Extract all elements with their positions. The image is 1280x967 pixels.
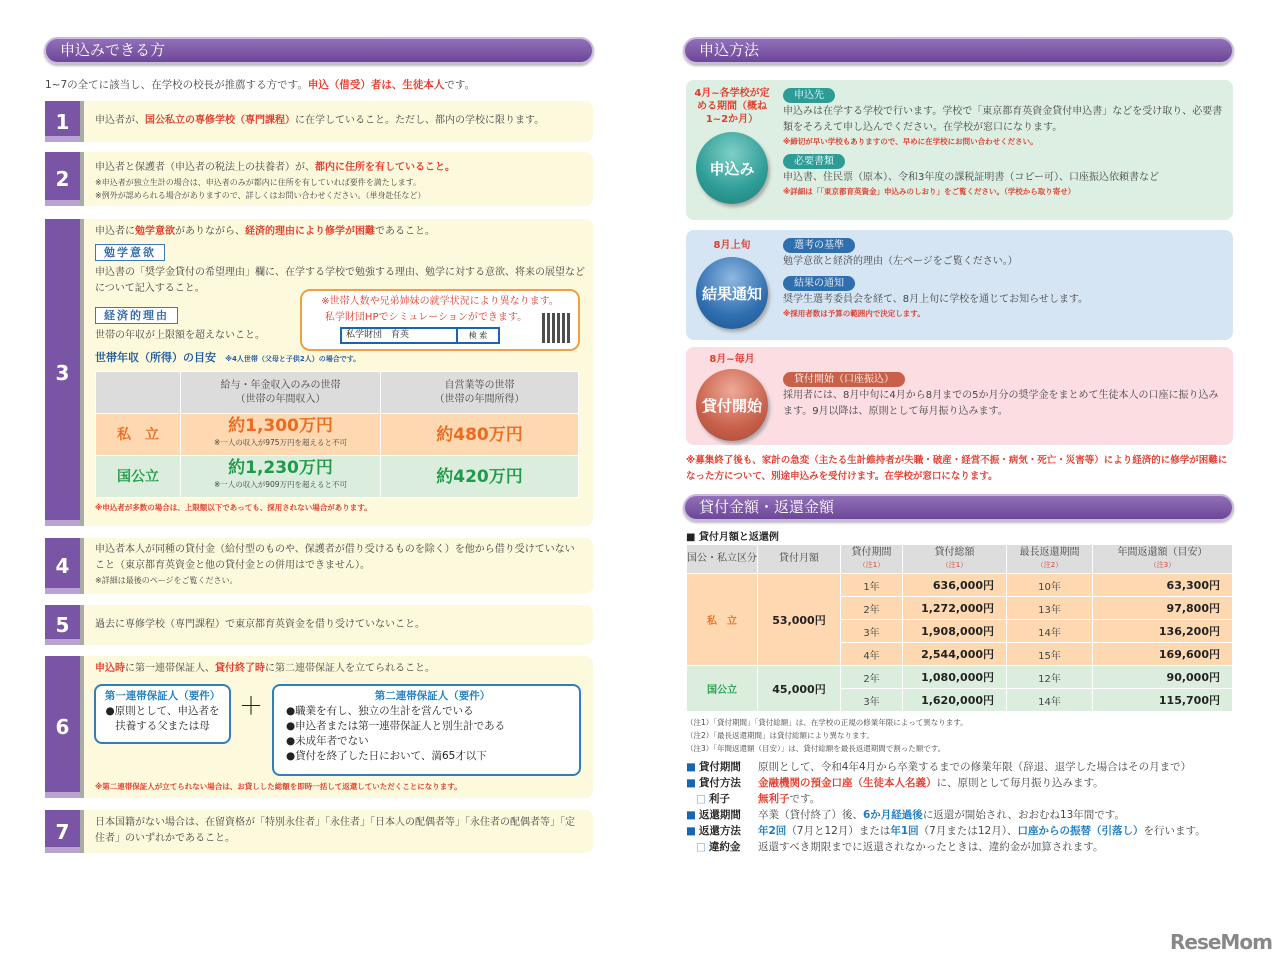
box-item: ●未成年者でない [286,735,369,747]
text-segment: 申込者本人が同種の貸付金（給付型のものや、保護者が借り受けるものを除く）を他から借り受けていないこと（東京都育英資金と他の貸付金との併用はできません）。 [95,544,575,571]
step-pill: 必要書類 [783,154,845,169]
detail-value [758,759,1191,775]
qr-code-icon [542,313,572,343]
annual-repayment: 90,000円 [1093,666,1233,689]
tag-economic: 経済的理由 [95,307,178,324]
annual-repayment: 115,700円 [1093,689,1233,712]
text-segment: 過去に専修学校（専門課程）で東京都育英資金を借り受けていないこと。 [95,619,425,630]
text-segment: 6か月経過後 [863,809,923,821]
item-number: 2 [45,152,80,206]
item-number: 1 [45,101,80,142]
text-segment: 原則として、令和4年4月から卒業するまでの修業年限（辞退、退学した場合はその月まで） [758,761,1192,773]
text-segment: 申込者が、 [95,115,145,126]
text-segment: に第一連帯保証人、 [125,663,215,674]
empty-square-icon: □ [696,841,706,853]
step-period: 4月~各学校が定める期間（概ね1~2か月） [694,88,770,125]
item-number: 3 [45,219,80,526]
detail-label: 利子 [708,793,730,805]
text-segment: に返還が開始され、おおむね13年間です。 [922,809,1125,821]
item-text [95,113,581,129]
item-number: 6 [45,656,80,798]
section-header-application: 申込方法 [683,37,1234,64]
col-header: 貸付総額 [934,547,975,558]
box-item: ●職業を有し、独立の生計を営んでいる [286,705,474,717]
first-guarantor-box [94,684,231,744]
detail-key [686,823,758,839]
step-circle: 貸付開始 [696,369,768,441]
col-header: 貸付期間 [851,547,892,558]
item-text [95,661,581,677]
second-guarantor-box [272,684,581,776]
table-row [96,414,579,456]
monthly-amount: 53,000円 [758,574,841,666]
col-note: （注2） [1036,561,1063,569]
step-pill: 結果の通知 [783,276,855,291]
text-segment: 1~7の全てに該当し、在学校の校長が推薦する方です。 [45,79,308,91]
max-repay-period: 14年 [1007,620,1093,643]
detail-row [686,823,1236,839]
school-type: 国公立 [687,666,758,712]
item-text [95,542,581,574]
max-repay-period: 14年 [1007,689,1093,712]
col-header-sub: （世帯の年間所得） [434,393,525,405]
loan-period: 3年 [841,689,903,712]
detail-key [686,759,758,775]
loan-total: 2,544,000円 [903,643,1007,666]
item-note: ※申込者が独立生計の場合は、申込者のみが都内に住所を有していれば要件を満たします。 [95,178,422,187]
text-segment: に、原則として毎月振り込みます。 [936,777,1104,789]
filled-square-icon: ■ [686,809,696,821]
max-repay-period: 12年 [1007,666,1093,689]
col-note: （注1） [941,561,968,569]
row-label: 国公立 [96,456,181,498]
detail-value [758,839,1103,855]
detail-label: 貸付期間 [698,761,741,773]
text-segment: 申込時 [95,663,125,674]
step-text: 申込書、住民票（原本）、令和3年度の課税証明書（コピー可）、口座振込依頼書など [783,172,1159,183]
loan-total: 1,908,000円 [903,620,1007,643]
text-segment: です。 [444,79,475,91]
box-item: ●原則として、申込者を [105,705,220,717]
resemom-logo [1170,930,1272,954]
step-note: ※採用者数は予算の範囲内で決定します。 [783,309,925,318]
box-item: ●申込者または第一連帯保証人と別生計である [286,720,506,732]
item-number: 4 [45,538,80,594]
economic-text: 世帯の年収が上限額を超えないこと。 [95,330,265,341]
detail-label: 返還期間 [698,809,741,821]
requirement-4 [45,538,593,594]
text-segment: 返還すべき期限までに返還されなかったときは、違約金が加算されます。 [758,841,1104,853]
text-segment: 申込（借受）者は、生徒本人 [307,79,445,91]
annual-repayment: 136,200円 [1093,620,1233,643]
item-footnote: ※第二連帯保証人が立てられない場合は、お貸しした総額を即時一括して返還していただくことになります。 [95,782,462,791]
search-input[interactable]: 私学財団 育英 [346,330,410,340]
col-header: 最長返還期間 [1019,547,1080,558]
text-segment: 無利子 [758,793,790,805]
text-segment: 申込者と保護者（申込者の税法上の扶養者）が、 [95,162,315,173]
text-segment: 貸付終了時 [215,663,265,674]
item-note: ※例外が認められる場合がありますので、詳しくはお問い合わせください。（単身赴任など） [95,191,426,200]
annual-repayment: 169,600円 [1093,643,1233,666]
empty-square-icon: □ [696,793,706,805]
detail-key [686,839,758,855]
item-footnote: ※申込者が多数の場合は、上限額以下であっても、採用されない場合があります。 [95,503,372,512]
text-segment: がありながら、 [175,226,245,237]
step-text: 勉学意欲と経済的理由（左ページをご覧ください。） [783,256,1018,267]
detail-value [758,775,1104,791]
detail-value [758,807,1125,823]
income-note: ※一人の収入が909万円を超えると不可 [213,480,348,489]
filled-square-icon: ■ [686,777,696,789]
box-item: 扶養する父または母 [115,720,210,732]
step-period: 8月上旬 [713,240,751,251]
detail-row [686,775,1236,791]
table-row [687,666,1233,689]
step-circle: 結果通知 [696,257,768,329]
monthly-amount: 45,000円 [758,666,841,712]
item-number: 5 [45,605,80,645]
item-text [95,617,581,633]
table-note: （注3）「年間返還額（目安）」は、貸付総額を最長返還期間で割った額です。 [686,744,946,753]
step-pill: 貸付開始（口座振込） [783,372,905,387]
section-header-amounts: 貸付金額・返還金額 [683,494,1234,521]
callout-line: ※世帯人数や兄弟姉妹の就学状況により異なります。 [321,296,559,307]
text-segment: に在学していること。ただし、都内の学校に限ります。 [295,115,545,126]
item-note: ※詳細は最後のページをご覧ください。 [95,576,238,585]
table-title: ■ 貸付月額と返還例 [686,532,779,543]
text-segment: 金融機関の預金口座（生徒本人名義） [758,777,937,789]
row-label: 私 立 [96,414,181,456]
loan-table [686,544,1233,712]
search-button[interactable]: 検 索 [456,329,498,342]
loan-period: 1年 [841,574,903,597]
item-text [95,815,581,847]
box-item: ●貸付を終了した日において、満65才以下 [286,750,487,762]
detail-key [686,791,758,807]
text-segment: 国公私立の専修学校（専門課程） [145,115,295,126]
detail-key [686,775,758,791]
detail-value [758,823,1206,839]
step-note: ※詳細は「「東京都育英資金」申込みのしおり」をご覧ください。（学校から取り寄せ） [783,187,1076,196]
text-segment: 申込者に [95,226,135,237]
text-segment: に第二連帯保証人を立てられること。 [265,663,435,674]
item-text [95,160,581,176]
detail-label: 貸付方法 [698,777,741,789]
text-segment: 口座からの振替（引落し） [1017,825,1144,837]
max-repay-period: 13年 [1007,597,1093,620]
school-type: 私 立 [687,574,758,666]
detail-value [758,791,820,807]
table-row [96,456,579,498]
loan-total: 1,272,000円 [903,597,1007,620]
table-note: （注2）「最長返還期間」は貸付総額により異なります。 [686,731,874,740]
step-text: 採用者には、8月中旬に4月から8月までの5か月分の奨学金をまとめて生徒本人の口座に振り込みます。9月以降は、原則として毎月振り込みます。 [783,390,1219,417]
detail-key [686,807,758,823]
detail-row [686,807,1236,823]
loan-period: 4年 [841,643,903,666]
requirement-5 [45,605,593,645]
step-text: 奨学生選考委員会を経て、8月上旬に学校を通じてお知らせします。 [783,294,1089,305]
step-text: 申込みは在学する学校で行います。学校で「東京都育英資金貸付申込書」などを受け取り、必要書類をそろえて申し込んでください。在学校が窓口になります。 [783,106,1223,133]
loan-total: 1,080,000円 [903,666,1007,689]
loan-period: 3年 [841,620,903,643]
col-header: 貸付月額 [758,545,841,574]
income-note: ※4人世帯（父母と子供2人）の場合です。 [225,355,361,363]
col-header: 年間返還額（目安） [1117,547,1208,558]
emergency-note: ※募集終了後も、家計の急変（主たる生計維持者が失職・破産・経営不振・病気・死亡・災害等）により経済的に修学が困難になった方について、別途申込みを受付けます。在学校が窓口になります。 [686,455,1228,482]
col-header: 国公・私立区分 [687,545,758,574]
step-period: 8月~毎月 [709,354,755,365]
income-table [95,371,579,498]
income-title: 世帯年収（所得）の目安 [95,351,216,364]
simulation-callout [300,289,580,351]
step-circle: 申込み [696,132,768,204]
text-segment: （7月と12月）または [786,825,891,837]
text-segment: です。 [789,793,821,805]
loan-total: 1,620,000円 [903,689,1007,712]
requirement-7 [45,810,593,853]
col-header: 給与・年金収入のみの世帯 [220,379,341,391]
loan-period: 2年 [841,597,903,620]
detail-row [686,839,1236,855]
text-segment: 都内に住所を有していること。 [315,162,455,173]
income-limit: 約420万円 [381,456,579,498]
table-row [687,574,1233,597]
requirement-1 [45,101,593,142]
requirement-3 [45,219,593,526]
col-note: （注1） [858,561,885,569]
item-number: 7 [45,810,80,853]
box-title: 第二連帯保証人（要件） [374,690,491,702]
max-repay-period: 15年 [1007,643,1093,666]
text-segment: 日本国籍がない場合は、在留資格が「特別永住者」「永住者」「日本人の配偶者等」「永住者の配偶者等」「定住者」のいずれかであること。 [95,817,575,844]
text-segment: （7月または12月）、 [918,825,1018,837]
detail-row [686,791,1236,807]
table-note: （注1）「貸付期間」「貸付総額」は、在学校の正規の修業年限によって異なります。 [686,718,968,727]
text-segment: 卒業（貸付終了）後、 [758,809,863,821]
step-apply [686,80,1233,220]
requirement-2 [45,152,593,206]
text-segment: であること。 [375,226,435,237]
col-note: （注3） [1149,561,1176,569]
detail-row [686,759,1236,775]
text-segment: 勉学意欲 [135,226,175,237]
intro-text [45,77,475,92]
logo-text: ReseMom [1170,930,1272,954]
text-segment: 経済的理由により修学が困難 [245,226,375,237]
income-limit: 約1,300万円 [228,416,333,436]
text-segment: 年2回 [758,825,787,837]
income-limit: 約480万円 [381,414,579,456]
step-note: ※締切が早い学校もありますので、早めに在学校にお問い合わせください。 [783,137,1038,146]
section-header-eligibility: 申込みできる方 [44,37,594,64]
loan-period: 2年 [841,666,903,689]
income-limit: 約1,230万円 [228,458,333,478]
callout-line: 私学財団HPでシミュレーションができます。 [324,312,528,323]
step-disbursement [686,347,1233,445]
detail-label: 違約金 [708,841,741,853]
filled-square-icon: ■ [686,825,696,837]
loan-details [686,759,1236,855]
annual-repayment: 97,800円 [1093,597,1233,620]
tag-motivation: 勉学意欲 [95,244,165,261]
requirement-6 [45,656,593,798]
text-segment: を行います。 [1143,825,1206,837]
text-segment: 年1回 [890,825,919,837]
detail-label: 返還方法 [698,825,741,837]
box-title: 第一連帯保証人（要件） [104,690,221,702]
col-header-sub: （世帯の年間収入） [235,393,326,405]
plus-icon: ＋ [239,692,263,720]
table-notes [686,716,968,755]
motivation-text: 申込書の「奨学金貸付の希望理由」欄に、在学する学校で勉強する理由、勉学に対する意欲、将来の展望などについて記入すること。 [95,267,585,294]
step-pill: 選考の基準 [783,238,855,253]
max-repay-period: 10年 [1007,574,1093,597]
loan-total: 636,000円 [903,574,1007,597]
col-header: 自営業等の世帯 [444,379,515,391]
step-pill: 申込先 [783,88,835,103]
filled-square-icon: ■ [686,761,696,773]
item-text [95,224,581,240]
annual-repayment: 63,300円 [1093,574,1233,597]
step-result [686,230,1233,340]
income-note: ※一人の収入が975万円を超えると不可 [213,438,348,447]
